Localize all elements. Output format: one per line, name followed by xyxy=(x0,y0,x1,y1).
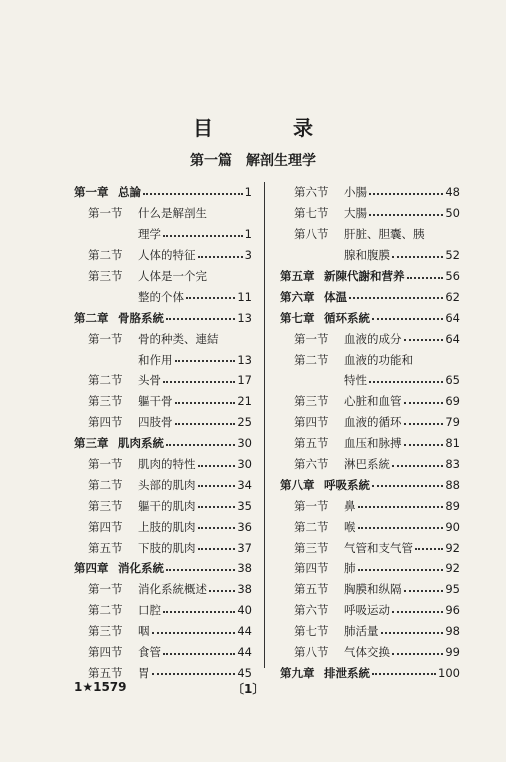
toc-entry-label: 第三章 xyxy=(74,436,109,451)
toc-leader-dots xyxy=(404,423,444,425)
toc-page-number: 1 xyxy=(244,185,252,200)
toc-entry-title: 喉 xyxy=(344,519,356,534)
toc-right-column xyxy=(280,182,460,683)
toc-leader-dots xyxy=(166,569,235,571)
toc-entry-title: 肺 xyxy=(344,561,356,576)
toc-page-number: 83 xyxy=(445,457,460,472)
toc-entry-label: 第六章 xyxy=(280,289,315,304)
print-code: 1★1579 xyxy=(74,680,127,694)
toc-entry-label: 第五节 xyxy=(88,540,123,555)
toc-page-number: 90 xyxy=(445,519,460,534)
toc-entry-label: 第七节 xyxy=(294,206,329,221)
toc-leader-dots xyxy=(369,193,443,195)
toc-entry-title: 軀干的肌肉 xyxy=(138,498,196,513)
toc-leader-dots xyxy=(175,423,236,425)
toc-entry-label: 第七节 xyxy=(294,624,329,639)
toc-leader-dots xyxy=(152,632,236,634)
toc-entry-label: 第四节 xyxy=(88,415,123,430)
toc-entry-title: 鼻 xyxy=(344,498,356,513)
toc-leader-dots xyxy=(404,590,444,592)
toc-section-row xyxy=(280,412,460,433)
toc-page-number: 17 xyxy=(237,373,252,388)
toc-page-number: 21 xyxy=(237,394,252,409)
toc-entry-title: 軀干骨 xyxy=(138,394,173,409)
toc-entry-label: 第三节 xyxy=(88,269,123,283)
toc-section-row xyxy=(74,642,252,663)
toc-entry-label: 第四节 xyxy=(294,415,329,430)
toc-entry-label: 第二节 xyxy=(88,603,123,618)
toc-leader-dots xyxy=(392,465,443,467)
toc-leader-dots xyxy=(163,611,235,613)
toc-leader-dots xyxy=(392,256,443,258)
toc-page-number: 100 xyxy=(438,665,460,680)
toc-page-number: 69 xyxy=(445,394,460,409)
toc-entry-label: 第五节 xyxy=(294,436,329,451)
toc-entry-title: 肌肉系統 xyxy=(118,436,164,451)
toc-section-row xyxy=(280,328,460,349)
toc-entry-title: 血液的成分 xyxy=(344,331,402,346)
toc-page-number: 92 xyxy=(445,540,460,555)
toc-leader-dots xyxy=(143,193,243,195)
toc-section-row xyxy=(280,224,460,245)
toc-page-number: 37 xyxy=(237,540,252,555)
toc-leader-dots xyxy=(404,444,444,446)
toc-leader-dots xyxy=(198,506,236,508)
toc-page-number: 34 xyxy=(237,477,252,492)
toc-section-row xyxy=(74,349,252,370)
toc-entry-title: 人体是一个完 xyxy=(138,269,207,283)
toc-entry-title: 气管和支气管 xyxy=(344,540,413,555)
toc-entry-label: 第八节 xyxy=(294,645,329,660)
toc-leader-dots xyxy=(415,548,443,550)
toc-entry-label: 第四节 xyxy=(294,561,329,576)
toc-entry-title: 呼吸运动 xyxy=(344,603,390,618)
toc-leader-dots xyxy=(369,381,443,383)
toc-section-row xyxy=(74,621,252,642)
toc-chapter-row xyxy=(74,433,252,454)
toc-page-number: 13 xyxy=(237,310,252,325)
toc-chapter-row xyxy=(280,307,460,328)
toc-entry-title: 理学 xyxy=(138,227,161,242)
toc-entry-title: 大腸 xyxy=(344,206,367,221)
toc-page-number: 64 xyxy=(445,331,460,346)
toc-leader-dots xyxy=(166,318,235,320)
page-title: 目 录 xyxy=(193,116,343,140)
toc-entry-title: 胃 xyxy=(138,665,150,680)
toc-section-row xyxy=(74,600,252,621)
toc-entry-title: 什么是解剖生 xyxy=(138,206,207,221)
toc-entry-label: 第一节 xyxy=(294,498,329,513)
toc-entry-title: 总論 xyxy=(118,185,141,200)
toc-section-row xyxy=(280,642,460,663)
toc-entry-title: 循环系統 xyxy=(324,310,370,325)
toc-page-number: 92 xyxy=(445,561,460,576)
toc-leader-dots xyxy=(349,297,443,299)
toc-chapter-row xyxy=(74,307,252,328)
toc-page-number: 40 xyxy=(237,603,252,618)
toc-page-number: 48 xyxy=(445,185,460,200)
toc-section-row xyxy=(74,537,252,558)
toc-entry-label: 第四节 xyxy=(88,519,123,534)
toc-entry-label: 第七章 xyxy=(280,310,315,325)
toc-entry-title: 和作用 xyxy=(138,352,173,367)
toc-section-row xyxy=(74,370,252,391)
toc-leader-dots xyxy=(175,402,236,404)
toc-entry-label: 第八节 xyxy=(294,227,329,242)
toc-entry-title: 食管 xyxy=(138,645,161,660)
toc-page-number: 35 xyxy=(237,498,252,513)
toc-entry-title: 新陳代謝和营养 xyxy=(324,269,405,283)
toc-entry-label: 第一章 xyxy=(74,185,109,200)
part-title: 第一篇 解剖生理学 xyxy=(190,153,316,169)
toc-leader-dots xyxy=(358,506,444,508)
toc-entry-label: 第三节 xyxy=(88,624,123,639)
toc-page-number: 98 xyxy=(445,624,460,639)
toc-section-row xyxy=(280,245,460,266)
toc-leader-dots xyxy=(381,632,444,634)
toc-entry-label: 第二章 xyxy=(74,310,109,325)
toc-page-number: 50 xyxy=(445,206,460,221)
toc-section-row xyxy=(280,537,460,558)
toc-entry-title: 四肢骨 xyxy=(138,415,173,430)
toc-section-row xyxy=(280,454,460,475)
toc-page-number: 38 xyxy=(237,582,252,597)
toc-entry-label: 第三节 xyxy=(88,498,123,513)
toc-leader-dots xyxy=(175,360,236,362)
toc-entry-title: 胸膜和纵隔 xyxy=(344,582,402,597)
toc-section-row xyxy=(74,203,252,224)
toc-page-number: 44 xyxy=(237,645,252,660)
toc-page-number: 79 xyxy=(445,415,460,430)
toc-page-number: 96 xyxy=(445,603,460,618)
toc-entry-label: 第四章 xyxy=(74,561,109,576)
toc-entry-label: 第一节 xyxy=(88,206,123,221)
toc-leader-dots xyxy=(198,256,243,258)
toc-entry-label: 第二节 xyxy=(294,519,329,534)
toc-section-row xyxy=(280,516,460,537)
toc-leader-dots xyxy=(198,485,236,487)
toc-leader-dots xyxy=(404,402,444,404)
toc-entry-label: 第一节 xyxy=(88,457,123,472)
toc-leader-dots xyxy=(372,318,443,320)
toc-section-row xyxy=(74,579,252,600)
toc-leader-dots xyxy=(166,444,235,446)
toc-page-number: 99 xyxy=(445,645,460,660)
toc-entry-title: 下肢的肌肉 xyxy=(138,540,196,555)
toc-entry-title: 淋巴系統 xyxy=(344,457,390,472)
toc-leader-dots xyxy=(163,235,243,237)
toc-page-number: 1 xyxy=(244,227,252,242)
toc-page-number: 81 xyxy=(445,436,460,451)
toc-entry-label: 第三节 xyxy=(88,394,123,409)
toc-entry-title: 腺和腹膜 xyxy=(344,248,390,263)
toc-entry-title: 血液的循环 xyxy=(344,415,402,430)
toc-entry-title: 气体交换 xyxy=(344,645,390,660)
toc-section-row xyxy=(280,600,460,621)
toc-entry-label: 第三节 xyxy=(294,540,329,555)
toc-entry-label: 第五节 xyxy=(88,665,123,680)
toc-leader-dots xyxy=(198,548,236,550)
toc-section-row xyxy=(74,286,252,307)
toc-entry-title: 头部的肌肉 xyxy=(138,477,196,492)
toc-chapter-row xyxy=(74,558,252,579)
toc-page-number: 62 xyxy=(445,289,460,304)
toc-entry-label: 第五章 xyxy=(280,269,315,283)
toc-entry-title: 呼吸系統 xyxy=(324,477,370,492)
toc-entry-label: 第六节 xyxy=(294,603,329,618)
toc-section-row xyxy=(280,579,460,600)
toc-page-number: 13 xyxy=(237,352,252,367)
toc-leader-dots xyxy=(152,673,236,675)
toc-entry-label: 第九章 xyxy=(280,665,315,680)
toc-entry-label: 第二节 xyxy=(88,373,123,388)
toc-page-number: 95 xyxy=(445,582,460,597)
toc-entry-label: 第三节 xyxy=(294,394,329,409)
toc-entry-title: 血液的功能和 xyxy=(344,352,413,367)
toc-section-row xyxy=(74,474,252,495)
toc-section-row xyxy=(280,349,460,370)
toc-leader-dots xyxy=(198,465,236,467)
toc-leader-dots xyxy=(358,569,444,571)
toc-entry-label: 第二节 xyxy=(294,352,329,367)
toc-section-row xyxy=(280,391,460,412)
toc-chapter-row xyxy=(74,182,252,203)
toc-entry-title: 咽 xyxy=(138,624,150,639)
toc-leader-dots xyxy=(163,653,235,655)
toc-entry-title: 血压和脉搏 xyxy=(344,436,402,451)
toc-page-number: 52 xyxy=(445,248,460,263)
toc-entry-title: 特性 xyxy=(344,373,367,388)
toc-entry-label: 第一节 xyxy=(88,331,123,346)
toc-page-number: 30 xyxy=(237,457,252,472)
toc-entry-title: 小腸 xyxy=(344,185,367,200)
toc-entry-title: 肌肉的特性 xyxy=(138,457,196,472)
toc-section-row xyxy=(74,224,252,245)
toc-section-row xyxy=(74,412,252,433)
toc-entry-title: 消化系統 xyxy=(118,561,164,576)
toc-chapter-row xyxy=(280,286,460,307)
toc-section-row xyxy=(74,454,252,475)
toc-entry-title: 上肢的肌肉 xyxy=(138,519,196,534)
toc-left-column xyxy=(74,182,252,683)
toc-section-row xyxy=(74,266,252,287)
toc-leader-dots xyxy=(372,673,436,675)
toc-page-number: 38 xyxy=(237,561,252,576)
toc-chapter-row xyxy=(280,266,460,287)
toc-leader-dots xyxy=(186,297,235,299)
toc-entry-label: 第二节 xyxy=(88,477,123,492)
toc-section-row xyxy=(74,391,252,412)
toc-entry-title: 肺活量 xyxy=(344,624,379,639)
toc-entry-label: 第一节 xyxy=(88,582,123,597)
toc-page-number: 89 xyxy=(445,498,460,513)
toc-entry-label: 第一节 xyxy=(294,331,329,346)
toc-entry-title: 口腔 xyxy=(138,603,161,618)
toc-entry-title: 骨胳系統 xyxy=(118,310,164,325)
toc-page-number: 56 xyxy=(445,269,460,283)
toc-entry-title: 整的个体 xyxy=(138,289,184,304)
toc-page-number: 30 xyxy=(237,436,252,451)
toc-page-number: 44 xyxy=(237,624,252,639)
toc-section-row xyxy=(280,495,460,516)
page-number: 〔1〕 xyxy=(232,682,265,696)
toc-leader-dots xyxy=(163,381,235,383)
toc-leader-dots xyxy=(209,590,235,592)
toc-entry-title: 排泄系統 xyxy=(324,665,370,680)
toc-section-row xyxy=(74,495,252,516)
toc-entry-label: 第四节 xyxy=(88,645,123,660)
toc-entry-label: 第五节 xyxy=(294,582,329,597)
toc-page-number: 11 xyxy=(237,289,252,304)
toc-section-row xyxy=(74,328,252,349)
toc-section-row xyxy=(280,182,460,203)
toc-leader-dots xyxy=(392,611,443,613)
toc-entry-label: 第八章 xyxy=(280,477,315,492)
toc-page-number: 3 xyxy=(244,248,252,263)
toc-page-number: 25 xyxy=(237,415,252,430)
toc-section-row xyxy=(280,558,460,579)
toc-chapter-row xyxy=(280,662,460,683)
toc-leader-dots xyxy=(372,485,443,487)
toc-page-number: 36 xyxy=(237,519,252,534)
toc-page-number: 65 xyxy=(445,373,460,388)
toc-page-number: 64 xyxy=(445,310,460,325)
toc-chapter-row xyxy=(280,474,460,495)
toc-leader-dots xyxy=(358,527,444,529)
column-divider xyxy=(264,182,265,668)
toc-section-row xyxy=(280,433,460,454)
toc-section-row xyxy=(74,245,252,266)
toc-leader-dots xyxy=(198,527,236,529)
toc-page-number: 88 xyxy=(445,477,460,492)
toc-section-row xyxy=(74,516,252,537)
toc-leader-dots xyxy=(404,339,444,341)
toc-section-row xyxy=(280,370,460,391)
toc-section-row xyxy=(280,203,460,224)
toc-entry-title: 消化系統概述 xyxy=(138,582,207,597)
toc-leader-dots xyxy=(369,214,443,216)
toc-leader-dots xyxy=(392,653,443,655)
toc-page-number: 45 xyxy=(237,665,252,680)
toc-section-row xyxy=(280,621,460,642)
toc-entry-label: 第二节 xyxy=(88,248,123,263)
toc-entry-title: 头骨 xyxy=(138,373,161,388)
toc-entry-title: 骨的种类、連結 xyxy=(138,331,219,346)
toc-entry-title: 人体的特征 xyxy=(138,248,196,263)
toc-entry-title: 体温 xyxy=(324,289,347,304)
toc-leader-dots xyxy=(407,277,444,279)
toc-entry-label: 第六节 xyxy=(294,457,329,472)
toc-entry-title: 肝脏、胆囊、胰 xyxy=(344,227,425,242)
toc-entry-label: 第六节 xyxy=(294,185,329,200)
toc-entry-title: 心脏和血管 xyxy=(344,394,402,409)
